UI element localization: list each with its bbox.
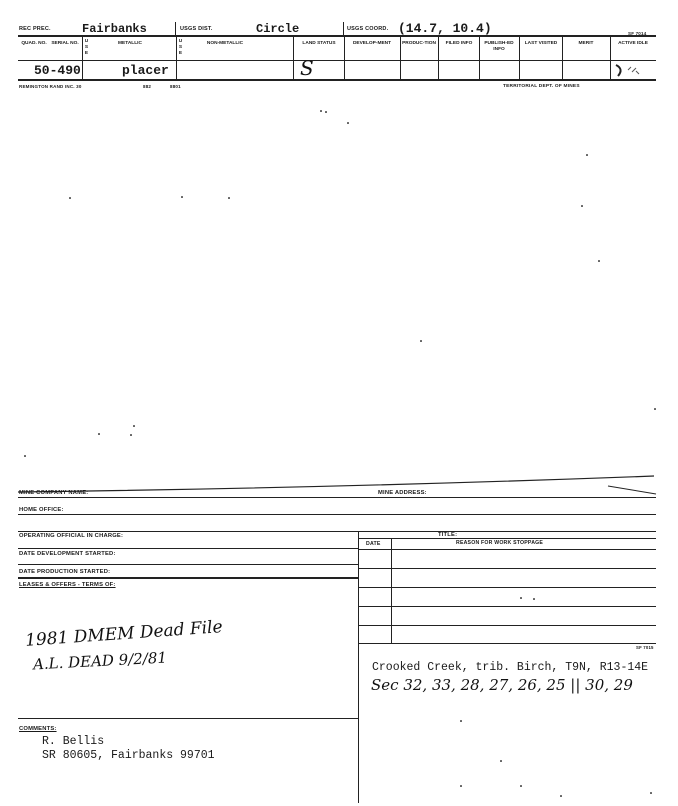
quad-no-header: QUAD. NO. [21, 41, 47, 46]
comments-label: COMMENTS: [19, 726, 57, 732]
use-marker-2: U S E [178, 39, 183, 56]
usgs-coord-label: USGS COORD. [347, 26, 389, 32]
merit-header: MERIT [578, 41, 594, 46]
active-idle-header: ACTIVE IDLE [618, 41, 648, 46]
location-typed: Crooked Creek, trib. Birch, T9N, R13-14E [372, 661, 649, 674]
leases-label: LEASES & OFFERS - TERMS OF: [19, 582, 116, 588]
usgs-dist-label: USGS DIST. [180, 26, 213, 32]
date-development-label: DATE DEVELOPMENT STARTED: [19, 551, 116, 557]
land-status-header: LAND STATUS [302, 41, 336, 46]
mine-company-name-label: MINE COMPANY NAME: [19, 490, 89, 496]
rec-prec-value: Fairbanks [82, 22, 147, 36]
metallic-value: placer [122, 63, 169, 78]
comment-line-2: SR 80605, Fairbanks 99701 [42, 749, 215, 762]
location-sections: Sec 32, 33, 28, 27, 26, 25 || 30, 29 [371, 676, 633, 694]
form-number-2: SF 7015 [636, 645, 654, 650]
form-top-curve [18, 470, 658, 500]
reason-column-header: REASON FOR WORK STOPPAGE [456, 540, 544, 546]
printer-code-2: 8801 [170, 84, 181, 89]
last-visited-header: LAST VISITED [524, 41, 558, 46]
usgs-coord-value: (14.7, 10.4) [398, 21, 492, 36]
hand-note-dead-file: 1981 DMEM Dead File [24, 617, 224, 651]
active-idle-mark-icon [612, 62, 654, 80]
printer-imprint: REMINGTON RAND INC. 30 [19, 84, 82, 89]
hand-note-dead-date: A.L. DEAD 9/2/81 [32, 648, 168, 674]
filed-info-header: FILED INFO [445, 41, 473, 46]
comment-line-1: R. Bellis [42, 735, 105, 748]
rec-prec-label: REC PREC. [19, 26, 51, 32]
production-header: PRODUC-TION [402, 41, 436, 46]
mine-address-label: MINE ADDRESS: [378, 490, 427, 496]
quad-serial-value: 50-490 [34, 63, 81, 78]
use-marker: U S E [84, 39, 89, 56]
printer-code-1: 882 [143, 84, 152, 89]
usgs-dist-value: Circle [256, 22, 300, 36]
serial-no-header: SERIAL NO. [51, 41, 79, 46]
non-metallic-header: NON-METALLIC [206, 41, 244, 46]
date-production-label: DATE PRODUCTION STARTED: [19, 569, 111, 575]
territorial-dept: TERRITORIAL DEPT. OF MINES [503, 84, 580, 89]
home-office-label: HOME OFFICE: [19, 507, 64, 513]
form-number: SF 7014 [628, 31, 647, 36]
development-header: DEVELOP-MENT [352, 41, 392, 46]
land-status-value: S [300, 56, 314, 80]
published-info-header: PUBLISH-ED INFO [484, 41, 514, 52]
date-column-header: DATE [366, 541, 381, 547]
metallic-header: METALLIC [118, 41, 142, 46]
title-label: TITLE: [438, 532, 458, 538]
operating-official-label: OPERATING OFFICIAL IN CHARGE: [19, 533, 124, 539]
